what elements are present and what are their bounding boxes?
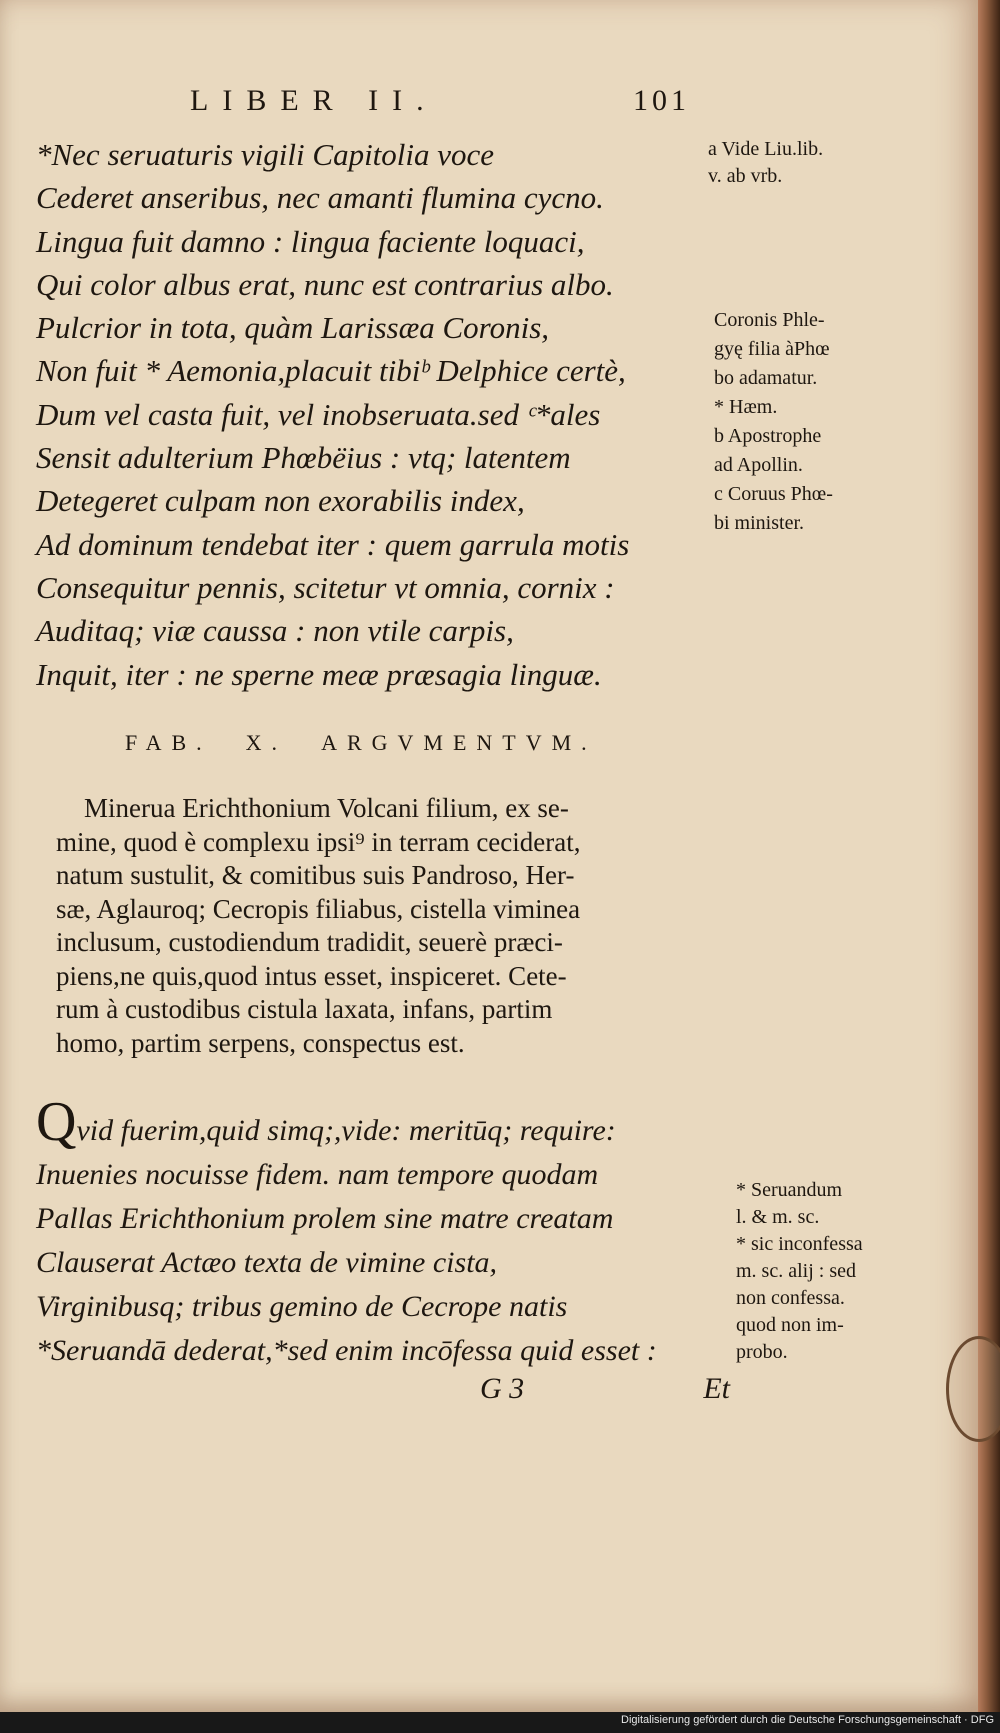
margin-line: quod non im- xyxy=(736,1314,844,1336)
margin-note-3 xyxy=(736,1177,936,1366)
margin-line: * sic inconfessa xyxy=(736,1233,863,1255)
argument-line: homo, partim serpens, conspectus est. xyxy=(56,1027,465,1058)
verse-line: Ad dominum tendebat iter : quem garrula motis xyxy=(36,526,630,562)
margin-line: Coronis Phle- xyxy=(714,309,825,331)
argument-line: inclusum, custodiendum tradidit, seuerè præci- xyxy=(56,927,563,957)
verse-line: *Nec seruaturis vigili Capitolia voce xyxy=(36,137,495,172)
verse-line-first xyxy=(36,1091,726,1153)
verse-line: Pallas Erichthonium prolem sine matre creatam xyxy=(36,1202,614,1235)
margin-line: l. & m. sc. xyxy=(736,1206,820,1228)
margin-line: bi minister. xyxy=(714,512,804,534)
verse-line: Auditaq; viæ caussa : non vtile carpis, xyxy=(36,613,514,649)
margin-line: ad Apollin. xyxy=(714,454,803,476)
verse-line: Inuenies nocuisse fidem. nam tempore quodam xyxy=(36,1158,599,1191)
fable-label: FAB. xyxy=(125,730,212,755)
verse-line: Virginibusq; tribus gemino de Cecrope natis xyxy=(36,1290,568,1323)
margin-note-1 xyxy=(708,136,883,190)
verse-line: Clauserat Actæo texta de vimine cista, xyxy=(36,1246,498,1279)
margin-line: probo. xyxy=(736,1341,788,1363)
argument-line: Minerua Erichthonium Volcani filium, ex se- xyxy=(84,793,569,823)
margin-line: non confessa. xyxy=(736,1287,845,1309)
margin-line: * Seruandum xyxy=(736,1179,843,1201)
signature-mark: G 3 xyxy=(480,1372,525,1405)
argument-line: mine, quod è complexu ipsi⁹ in terram ceciderat, xyxy=(56,826,581,857)
margin-line: v. ab vrb. xyxy=(708,165,783,187)
fable-number: X. xyxy=(245,730,288,755)
verse-block-2 xyxy=(36,1091,726,1373)
verse-line: Consequitur pennis, scitetur vt omnia, cornix : xyxy=(36,569,615,605)
verse-line: Cederet anseribus, nec amanti flumina cycno. xyxy=(36,180,604,216)
margin-line: a Vide Liu.lib. xyxy=(708,138,824,160)
page-footer xyxy=(480,1372,730,1406)
fable-heading xyxy=(125,730,685,756)
verse-block-1 xyxy=(36,133,726,696)
argumentum-label: ARGVMENTVM. xyxy=(321,730,597,755)
verse-line: Qui color albus erat, nunc est contrarius albo. xyxy=(36,266,614,302)
verse-line: Detegeret culpam non exorabilis index, xyxy=(36,483,525,519)
argument-paragraph xyxy=(56,792,726,1060)
running-title: LIBER II. xyxy=(190,84,438,117)
margin-note-2 xyxy=(714,306,889,538)
verse-line: Pulcrior in tota, quàm Larissæa Coronis, xyxy=(36,310,550,346)
margin-line: m. sc. alij : sed xyxy=(736,1260,856,1282)
verse-line: Non fuit * Aemonia,placuit tibiᵇ Delphice certè, xyxy=(36,353,626,389)
page-number: 101 xyxy=(633,84,690,117)
catchword: Et xyxy=(703,1372,730,1405)
digitization-credit: Digitalisierung gefördert durch die Deutsche Forschungsgemeinschaft · DFG xyxy=(621,1714,994,1726)
page-edge xyxy=(978,0,1000,1712)
verse-line: Dum vel casta fuit, vel inobseruata.sed ᶜ*ales xyxy=(36,396,601,432)
argument-line: piens,ne quis,quod intus esset, inspiceret. Cete- xyxy=(56,960,567,991)
verse-line: Lingua fuit damno : lingua faciente loquaci, xyxy=(36,223,585,259)
margin-line: b Apostrophe xyxy=(714,425,822,447)
verse-line: Inquit, iter : ne sperne meæ præsagia linguæ. xyxy=(36,656,602,692)
running-head xyxy=(190,84,690,118)
argument-line: natum sustulit, & comitibus suis Pandroso, Her- xyxy=(56,860,575,890)
verse-line: Sensit adulterium Phœbëius : vtq; latentem xyxy=(36,440,571,476)
margin-line: * Hæm. xyxy=(714,396,778,418)
verse-line: *Seruandā dederat,*sed enim incōfessa quid esset : xyxy=(36,1334,657,1367)
margin-line: c Coruus Phœ- xyxy=(714,483,833,505)
initial-letter: Q xyxy=(36,1091,77,1153)
margin-line: bo adamatur. xyxy=(714,367,818,389)
margin-line: gyę filia àPhœ xyxy=(714,338,830,360)
argument-line: sæ, Aglauroq; Cecropis filiabus, cistella viminea xyxy=(56,893,581,924)
verse-line-rest: vid fuerim,quid simq;,vide: meritūq; require: xyxy=(76,1114,616,1147)
argument-line: rum à custodibus cistula laxata, infans, partim xyxy=(56,994,553,1024)
